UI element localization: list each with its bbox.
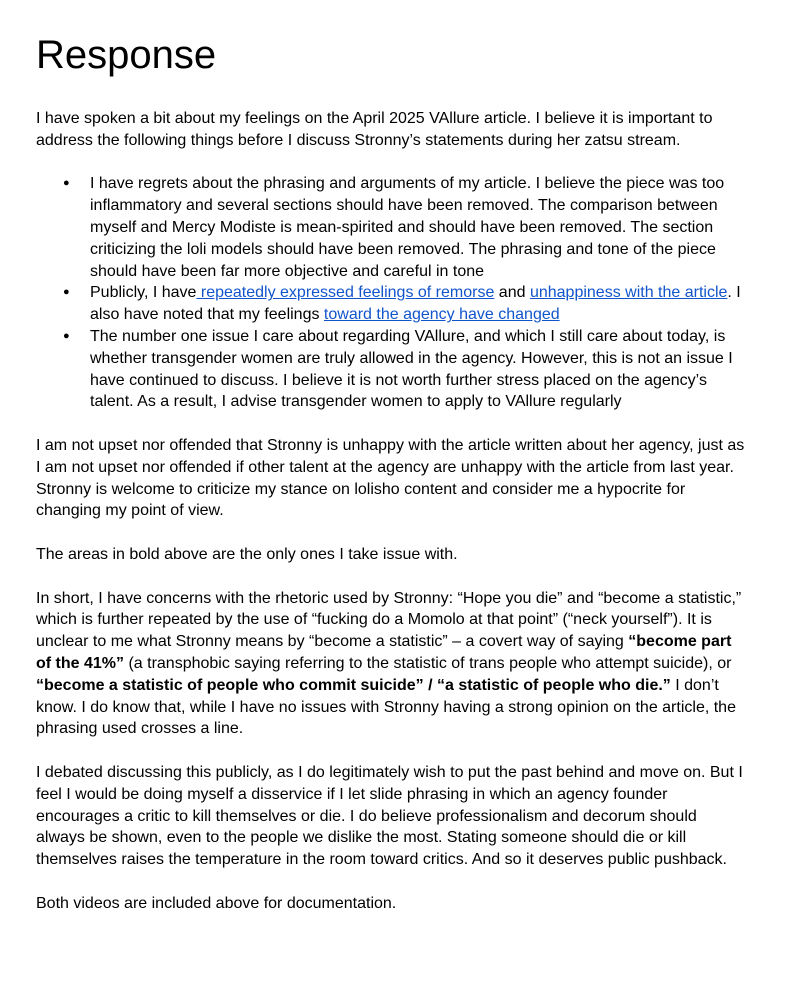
paragraph-debated: I debated discussing this publicly, as I do legitimately wish to put the past behind and move on. But I feel I would be doing myself a disservice if I let slide phrasing in which an agency founder encourages a critic to kill themselves or die. I do believe professionalism and decorum should always be shown, even to the people we dislike the most. Stating someone should die or kill themselves raises the temperature in the room toward critics. And so it deserves public pushback. <box>36 763 743 869</box>
paragraph-bold-areas: The areas in bold above are the only ones I take issue with. <box>36 545 458 563</box>
list-item-text: Publicly, I have <box>90 284 197 302</box>
list-item: ● I have regrets about the phrasing and arguments of my article. I believe the piece was too inflammatory and several sections should have been removed. The comparison between myself and Mercy Modiste is mean-spirited and should have been removed. The section criticizing the loli models should have been removed. The phrasing and tone of the piece should have been far more objective and careful in tone <box>90 173 748 282</box>
intro-paragraph: I have spoken a bit about my feelings on the April 2025 VAllure article. I believe it is important to address the following things before I discuss Stronny’s statements during her zatsu stream. <box>36 110 713 149</box>
paragraph-text: (a transphobic saying referring to the statistic of trans people who attempt suicide), or <box>124 654 732 672</box>
paragraph-text: In short, I have concerns with the rhetoric used by Stronny: “Hope you die” and “become a statistic,” which is further repeated by the use of “fucking do a Momolo at that point” (“neck yourself”). It is unclear to me what Stronny means by “become a statistic” – a covert way of saying <box>36 589 742 651</box>
bullet-list <box>36 173 748 413</box>
bold-quote-41-percent: “become part of the 41%” <box>36 633 732 672</box>
list-item-text: . I also have noted that my feelings <box>90 284 741 324</box>
list-item-text: and <box>494 284 530 302</box>
paragraph-videos: Both videos are included above for documentation. <box>36 894 397 912</box>
remorse-link[interactable]: repeatedly expressed feelings of remorse <box>196 284 495 302</box>
paragraph-rhetoric <box>36 588 748 741</box>
list-item: ● The number one issue I care about regarding VAllure, and which I still care about today, is whether transgender women are truly allowed in the agency. However, this is not an issue I have continued to discuss. I believe it is not worth further stress placed on the agency’s talent. As a result, I advise transgender women to apply to VAllure regularly <box>90 326 748 413</box>
unhappiness-link[interactable]: unhappiness with the article <box>529 284 728 302</box>
list-item <box>90 282 748 326</box>
bold-quote-statistic: “become a statistic of people who commit suicide” / “a statistic of people who die.” <box>36 676 671 694</box>
page-title: Response <box>36 33 217 77</box>
document-body <box>36 108 748 936</box>
paragraph-not-upset: I am not upset nor offended that Stronny is unhappy with the article written about her agency, just as I am not upset nor offended if other talent at the agency are unhappy with the article from last year. Stronny is welcome to criticize my stance on lolisho content and consider me a hypocrite for changing my point of view. <box>36 436 745 520</box>
paragraph-text: I don’t know. I do know that, while I have no issues with Stronny having a strong opinion on the article, the phrasing used crosses a line. <box>36 676 736 738</box>
agency-changed-link[interactable]: toward the agency have changed <box>323 306 560 324</box>
